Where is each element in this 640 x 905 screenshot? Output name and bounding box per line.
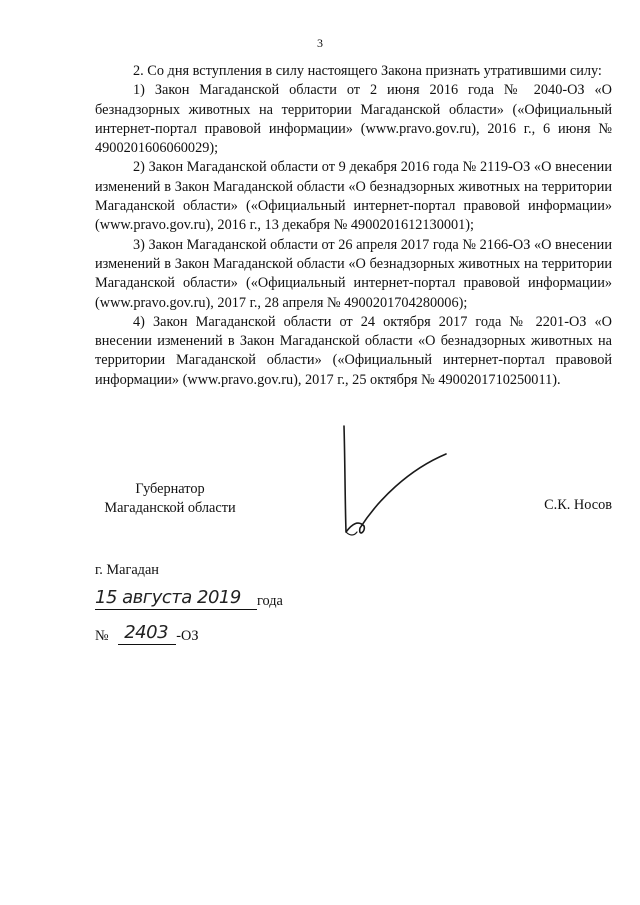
paragraph-item-3: 3) Закон Магаданской области от 26 апреля 2017 года № 2166-ОЗ «О внесении изменений в Закон Магаданской области «О безнадзорных животных на территории Магаданской области» («Официальный интернет-портал правовой информации» (www.pravo.gov.ru), 2017 г., 28 апреля № 4900201704280006);	[95, 236, 612, 311]
number-blank	[118, 622, 176, 645]
date-suffix: года	[257, 593, 283, 609]
paragraph-item-4: 4) Закон Магаданской области от 24 октября 2017 года № 2201-ОЗ «О внесении изменений в Закон Магаданской области «О безнадзорных животных на территории Магаданской области» («Официальный интернет-портал правовой информации» (www.pravo.gov.ru), 2017 г., 25 октября № 4900201710250011).	[95, 313, 612, 388]
handwritten-law-number: 2403	[124, 622, 169, 643]
date-blank	[95, 587, 257, 610]
law-number-suffix: -ОЗ	[176, 628, 199, 644]
signing-date	[95, 587, 283, 610]
law-text	[95, 62, 612, 390]
handwritten-date: 15 августа 2019	[95, 587, 241, 608]
handwritten-signature	[330, 420, 460, 545]
signatory-title-line1: Губернатор	[135, 481, 205, 497]
signatory-title	[95, 480, 245, 518]
signatory-title-line2: Магаданской области	[104, 500, 236, 516]
place-of-signing: г. Магадан	[95, 562, 159, 578]
paragraph-item-2: 2) Закон Магаданской области от 9 декабря 2016 года № 2119-ОЗ «О внесении изменений в Закон Магаданской области «О безнадзорных животных на территории Магаданской области» («Официальный интернет-портал правовой информации» (www.pravo.gov.ru), 2016 г., 13 декабря № 4900201612130001);	[95, 159, 612, 234]
signatory-name: С.К. Носов	[544, 497, 612, 513]
page-number: 3	[317, 36, 323, 50]
number-sign: №	[95, 628, 109, 644]
paragraph-repeal-intro: 2. Со дня вступления в силу настоящего Закона признать утратившими силу:	[133, 63, 602, 79]
law-number	[95, 622, 199, 645]
paragraph-item-1: 1) Закон Магаданской области от 2 июня 2016 года № 2040-ОЗ «О безнадзорных животных на территории Магаданской области» («Официальный интернет-портал правовой информации» (www.pravo.gov.ru), 2016 г., 6 июня № 4900201606060029);	[95, 82, 612, 157]
